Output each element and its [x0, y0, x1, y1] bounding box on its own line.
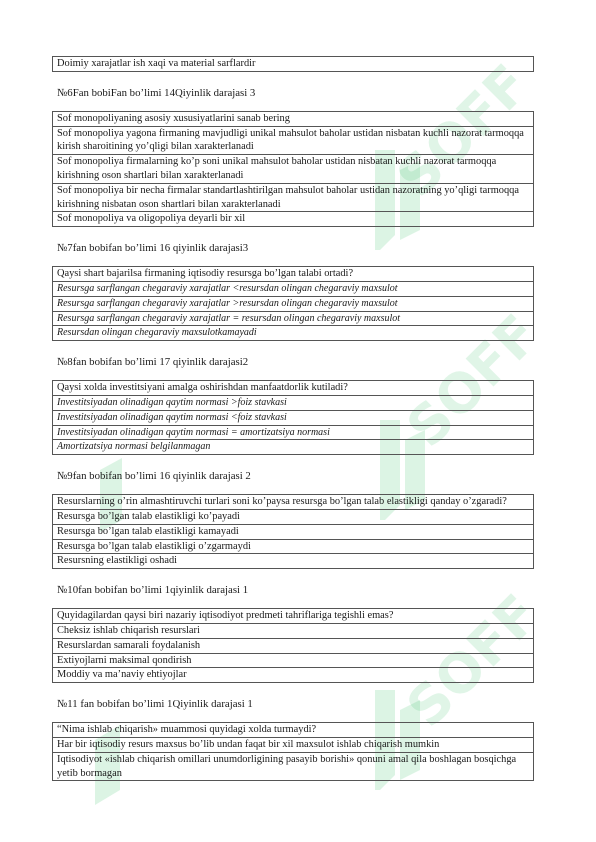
question-table [52, 266, 534, 341]
answer-table [52, 56, 534, 72]
question-heading: №8fan bobifan bo’limi 17 qiyinlik darajasi2 [57, 356, 249, 369]
question-text: Qaysi xolda investitsiyani amalga oshirishdan manfaatdorlik kutiladi? [53, 381, 534, 396]
question-table [52, 608, 534, 683]
answer-option: Har bir iqtisodiy resurs maxsus bo’lib undan faqat bir xil maxsulot ishlab chiqarish mumkin [53, 737, 534, 752]
question-text: Sof monopoliyaning asosiy xususiyatlarini sanab bering [53, 111, 534, 126]
question-text: Resurslarning o’rin almashtiruvchi turlari soni ko’paysa resursga bo’lgan talab elastikligi qanday o’zgaradi? [53, 495, 534, 510]
watermark-text: SOFF [394, 582, 552, 740]
question-table [52, 494, 534, 569]
answer-option: Sof monopoliya yagona firmaning mavjudligi unikal mahsulot baholar ustidan nisbatan kuchli nazorat tarmoqqa kirish sharoitining yo’qligi bilan xarakterlanadi [53, 126, 534, 155]
question-heading: №9fan bobifan bo’limi 16 qiyinlik darajasi 2 [57, 470, 251, 483]
watermark-text: SOFF [384, 52, 542, 210]
question-text: Quyidagilardan qaysi biri nazariy iqtisodiyot predmeti tahriflariga tegishli emas? [53, 609, 534, 624]
question-heading: №6Fan bobiFan bo’limi 14Qiyinlik darajasi 3 [57, 86, 256, 99]
answer-option: Resursga bo’lgan talab elastikligi o’zgarmaydi [53, 539, 534, 554]
question-heading: №10fan bobifan bo’limi 1qiyinlik darajasi 1 [57, 584, 249, 597]
answer-option: Cheksiz ishlab chiqarish resurslari [53, 623, 534, 638]
table-cell: Doimiy xarajatlar ish xaqi va material sarflardir [53, 57, 534, 72]
question-text: Qaysi shart bajarilsa firmaning iqtisodiy resursga bo’lgan talabi ortadi? [53, 267, 534, 282]
answer-option: Resursga bo’lgan talab elastikligi ko’payadi [53, 509, 534, 524]
question-heading: №11 fan bobifan bo’limi 1Qiyinlik darajasi 1 [57, 698, 253, 711]
question-text: “Nima ishlab chiqarish» muammosi quyidagi xolda turmaydi? [53, 723, 534, 738]
answer-option: Resursdan olingan chegaraviy maxsulotkamayadi [53, 326, 534, 341]
watermark-text: SOFF [394, 302, 552, 460]
answer-option: Investitsiyadan olinadigan qaytim normasi = amortizatsiya normasi [53, 425, 534, 440]
question-table [52, 722, 534, 781]
answer-option: Resursga bo’lgan talab elastikligi kamayadi [53, 524, 534, 539]
answer-option: Investitsiyadan olinadigan qaytim normasi >foiz stavkasi [53, 395, 534, 410]
question-heading: №7fan bobifan bo’limi 16 qiyinlik darajasi3 [57, 242, 249, 255]
answer-option: Amortizatsiya normasi belgilanmagan [53, 440, 534, 455]
answer-option: Extiyojlarni maksimal qondirish [53, 653, 534, 668]
answer-option: Resursga sarflangan chegaraviy xarajatlar >resursdan olingan chegaraviy maxsulot [53, 296, 534, 311]
answer-option: Moddiy va ma’naviy ehtiyojlar [53, 668, 534, 683]
question-table [52, 111, 534, 227]
question-table [52, 380, 534, 455]
answer-option: Resurslardan samarali foydalanish [53, 638, 534, 653]
document-body [52, 56, 534, 781]
answer-option: Resursning elastikligi oshadi [53, 554, 534, 569]
answer-option: Sof monopoliya firmalarning ko’p soni unikal mahsulot baholar ustidan nisbatan kuchli nazorat tarmoqqa kirishning oson shartlari bilan xarakterlanadi [53, 155, 534, 184]
answer-option: Investitsiyadan olinadigan qaytim normasi <foiz stavkasi [53, 410, 534, 425]
answer-option: Iqtisodiyot «ishlab chiqarish omillari unumdorligining pasayib borishi» qonuni amal qila boshlagan bosqichga yetib bormagan [53, 752, 534, 781]
answer-option: Resursga sarflangan chegaraviy xarajatlar <resursdan olingan chegaraviy maxsulot [53, 281, 534, 296]
answer-option: Sof monopoliya va oligopoliya deyarli bir xil [53, 212, 534, 227]
answer-option: Resursga sarflangan chegaraviy xarajatlar = resursdan olingan chegaraviy maxsulot [53, 311, 534, 326]
answer-option: Sof monopoliya bir necha firmalar standartlashtirilgan mahsulot baholar ustidan nazoratning yo’qligi tarmoqqa kirishning nisbatan oson shartlari bilan xarakterlanadi [53, 183, 534, 212]
